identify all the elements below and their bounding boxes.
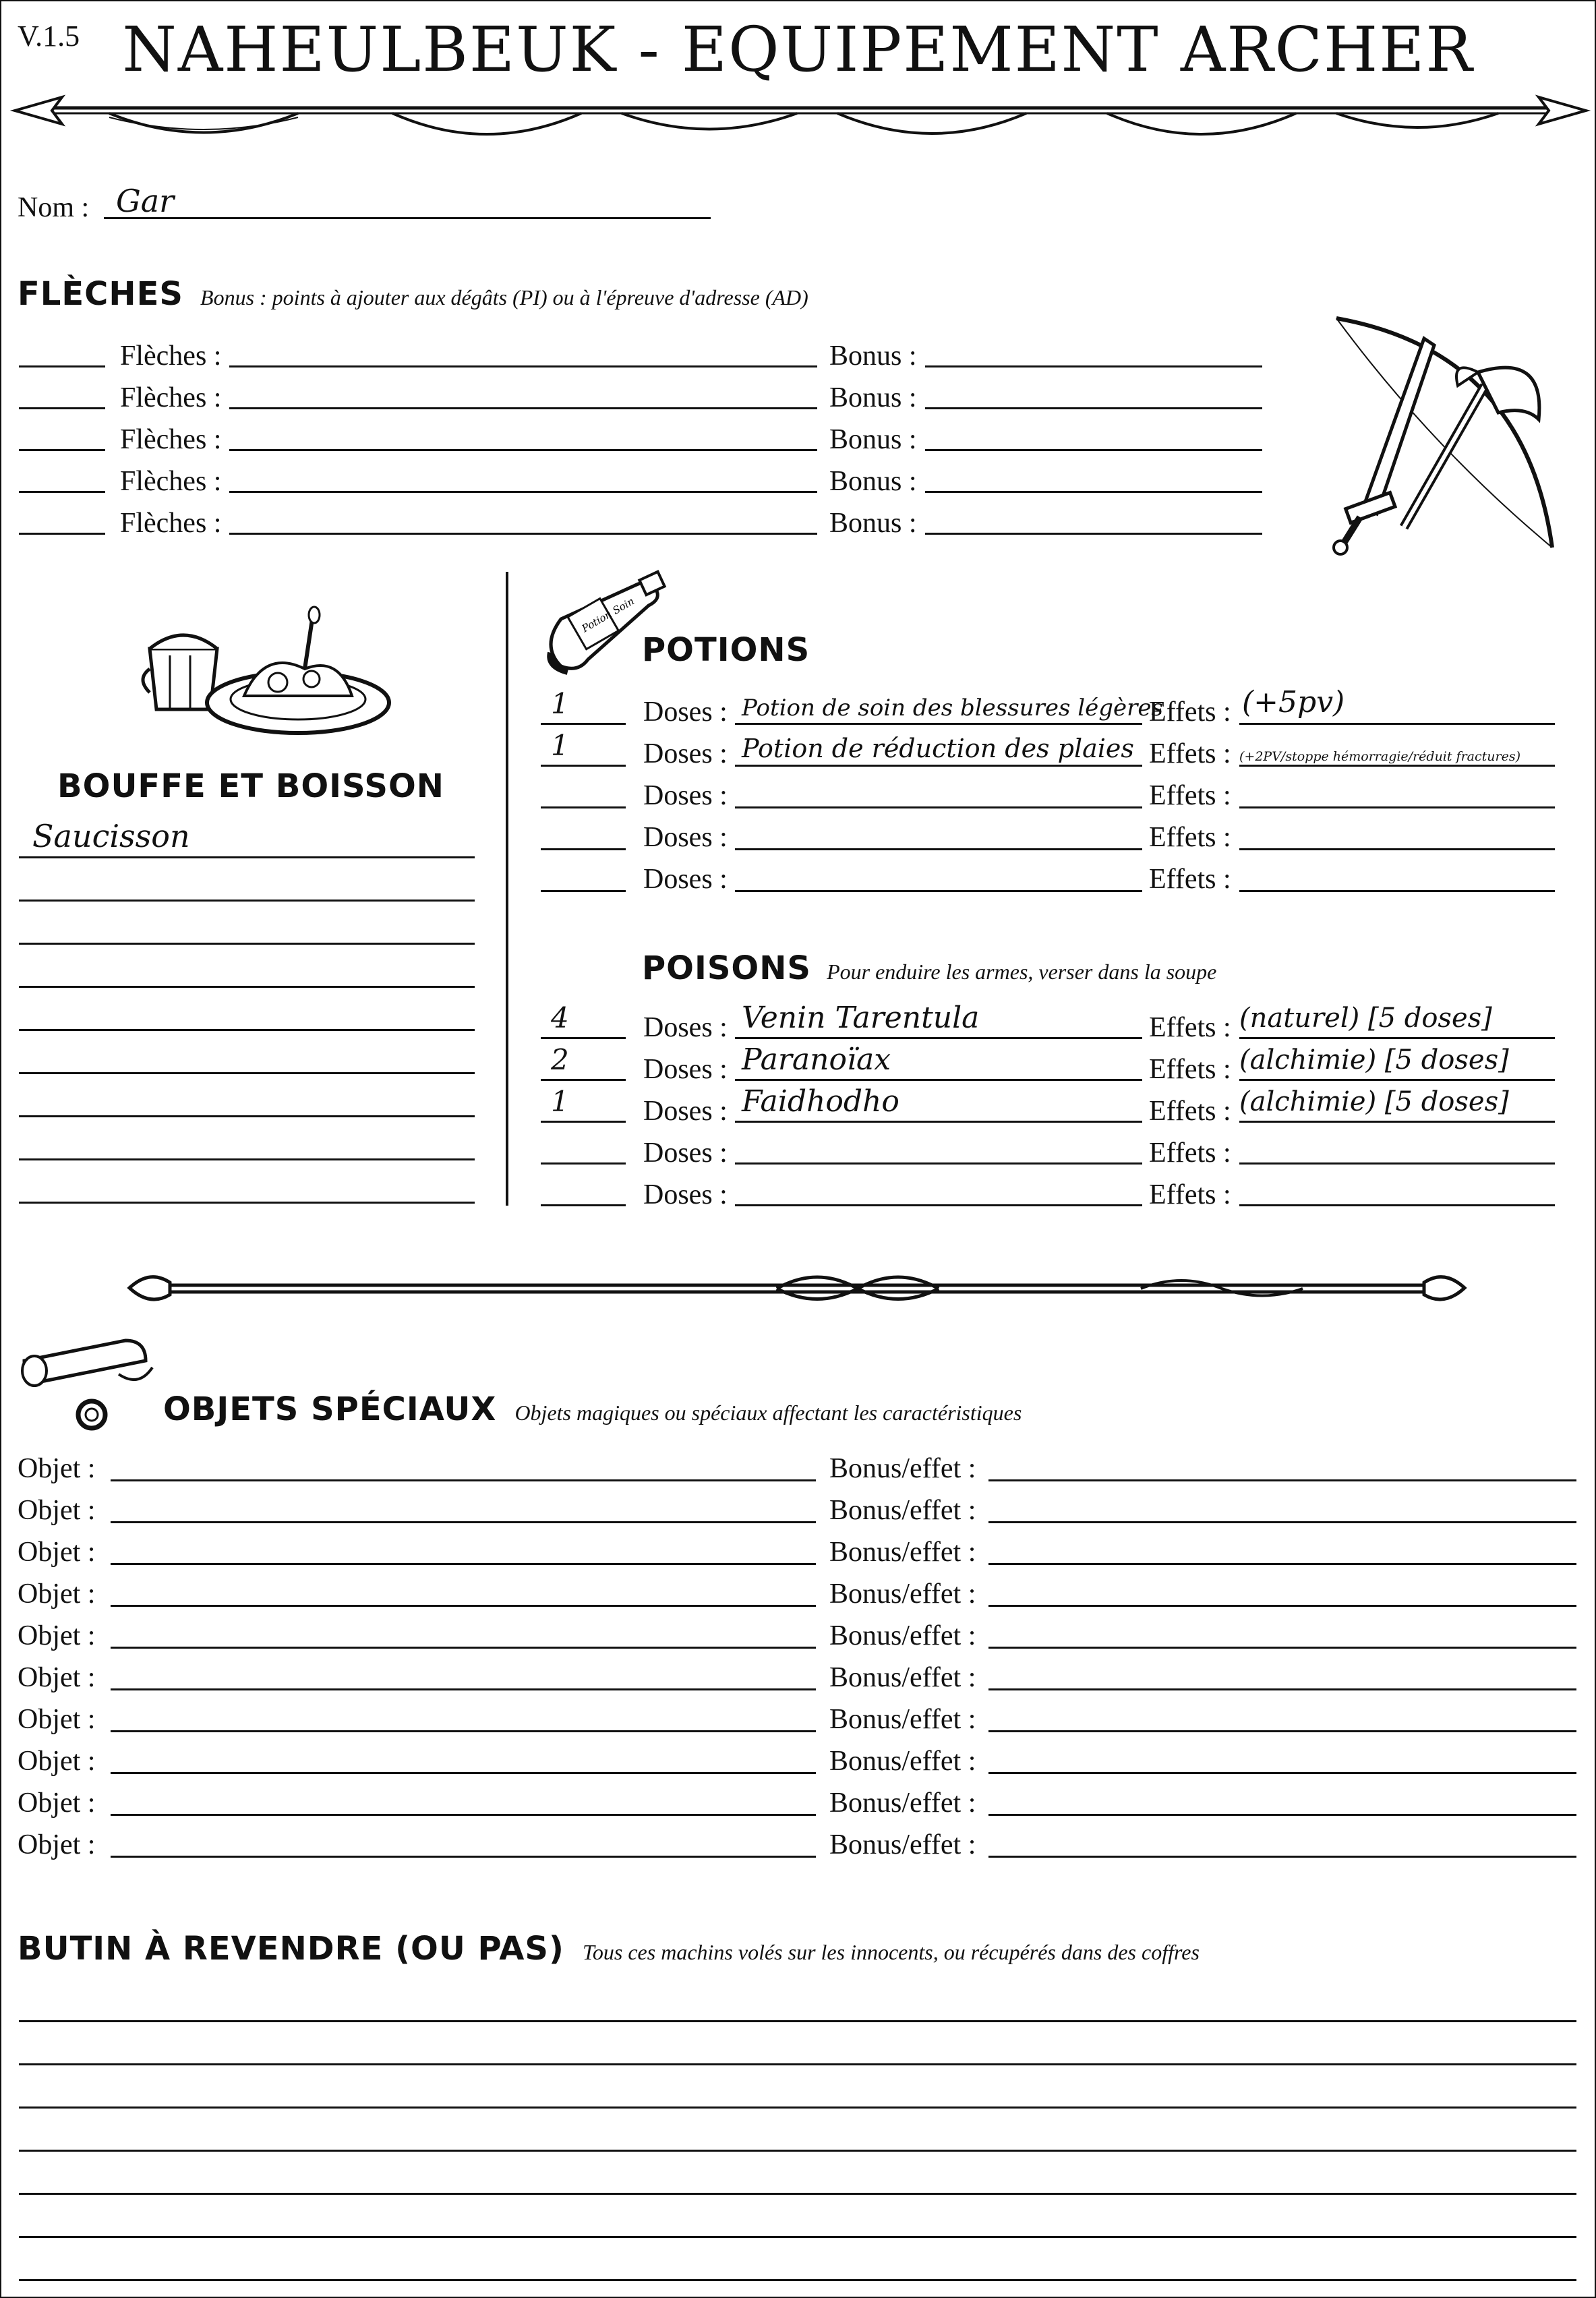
arrow-banner-icon xyxy=(15,88,1586,148)
objet-line[interactable] xyxy=(111,1688,816,1690)
poison-name-line xyxy=(735,1037,1142,1039)
butin-line[interactable] xyxy=(19,2236,1576,2238)
bouffe-line[interactable] xyxy=(19,1202,475,1204)
column-divider xyxy=(506,572,508,1206)
poison-doses-label: Doses : xyxy=(643,1096,728,1127)
objet-line[interactable] xyxy=(111,1563,816,1565)
staff-divider-icon xyxy=(129,1262,1465,1316)
version-label: V.1.5 xyxy=(18,20,80,53)
potion-doses-label: Doses : xyxy=(643,822,728,853)
poison-effect-line xyxy=(1239,1079,1555,1081)
potion-effets-label: Effets : xyxy=(1149,780,1231,811)
objet-line[interactable] xyxy=(111,1479,816,1481)
objet-bonus-line[interactable] xyxy=(988,1772,1576,1774)
poison-name-line[interactable] xyxy=(735,1204,1142,1206)
objet-bonus-line[interactable] xyxy=(988,1605,1576,1607)
butin-line[interactable] xyxy=(19,2279,1576,2281)
potion-doses-label: Doses : xyxy=(643,864,728,895)
poison-effets-label: Effets : xyxy=(1149,1138,1231,1169)
objet-line[interactable] xyxy=(111,1521,816,1523)
potion-effets-label: Effets : xyxy=(1149,864,1231,895)
poisons-header xyxy=(642,949,1216,987)
potion-name-line[interactable] xyxy=(735,890,1142,892)
objet-label: Objet : xyxy=(18,1662,96,1693)
objet-line[interactable] xyxy=(111,1647,816,1649)
poison-doses-label: Doses : xyxy=(643,1054,728,1085)
scroll-ring-icon xyxy=(18,1334,159,1435)
poison-qty-line xyxy=(541,1037,626,1039)
fleches-label: Flèches : xyxy=(120,466,222,497)
objet-bonus-line[interactable] xyxy=(988,1688,1576,1690)
poison-doses-label: Doses : xyxy=(643,1012,728,1043)
potion-effect-line[interactable] xyxy=(1239,890,1555,892)
potion-name[interactable]: Potion de soin des blessures légères xyxy=(742,695,1163,721)
objet-bonus-label: Bonus/effet : xyxy=(829,1579,976,1610)
poison-effets-label: Effets : xyxy=(1149,1179,1231,1210)
fleches-qty-line[interactable] xyxy=(19,365,105,367)
objet-label: Objet : xyxy=(18,1453,96,1484)
potion-qty-line xyxy=(541,765,626,767)
potion-doses-label: Doses : xyxy=(643,738,728,769)
poison-qty-line xyxy=(541,1079,626,1081)
bouffe-title: BOUFFE ET BOISSON xyxy=(57,767,444,805)
potion-doses-label: Doses : xyxy=(643,780,728,811)
potion-effect[interactable]: (+5pv) xyxy=(1242,685,1345,719)
fleches-note: Bonus : points à ajouter aux dégâts (PI) ou à l'épreuve d'adresse (AD) xyxy=(200,285,808,310)
poison-name[interactable]: Paranoïax xyxy=(742,1042,891,1077)
bouffe-line[interactable] xyxy=(19,986,475,988)
bouffe-line[interactable] xyxy=(19,1115,475,1117)
fleches-bonus-line[interactable] xyxy=(925,491,1262,493)
potion-effets-label: Effets : xyxy=(1149,822,1231,853)
poison-effect-line[interactable] xyxy=(1239,1162,1555,1165)
poisons-title: POISONS xyxy=(642,949,811,987)
food-platter-icon xyxy=(136,608,392,736)
butin-line[interactable] xyxy=(19,2106,1576,2109)
objet-label: Objet : xyxy=(18,1579,96,1610)
fleches-bonus-label: Bonus : xyxy=(829,382,917,413)
fleches-name-line[interactable] xyxy=(229,407,817,409)
fleches-bonus-line[interactable] xyxy=(925,365,1262,367)
fleches-header xyxy=(18,275,808,313)
fleches-bonus-label: Bonus : xyxy=(829,508,917,539)
objet-bonus-line[interactable] xyxy=(988,1479,1576,1481)
crossed-bow-sword-axe-icon xyxy=(1323,312,1572,554)
objet-label: Objet : xyxy=(18,1704,96,1735)
poison-qty-line[interactable] xyxy=(541,1162,626,1165)
potion-name-line[interactable] xyxy=(735,848,1142,850)
objet-bonus-label: Bonus/effet : xyxy=(829,1746,976,1777)
potion-qty[interactable]: 1 xyxy=(551,687,569,720)
potion-qty-line[interactable] xyxy=(541,848,626,850)
poison-effect[interactable]: (alchimie) [5 doses] xyxy=(1239,1044,1509,1076)
butin-line[interactable] xyxy=(19,2193,1576,2195)
objet-bonus-label: Bonus/effet : xyxy=(829,1537,976,1568)
objet-bonus-label: Bonus/effet : xyxy=(829,1453,976,1484)
objet-label: Objet : xyxy=(18,1746,96,1777)
objets-title: OBJETS SPÉCIAUX xyxy=(163,1390,497,1428)
fleches-name-line[interactable] xyxy=(229,449,817,451)
potion-name[interactable]: Potion de réduction des plaies xyxy=(742,734,1134,763)
objet-bonus-label: Bonus/effet : xyxy=(829,1662,976,1693)
potion-effets-label: Effets : xyxy=(1149,738,1231,769)
butin-line[interactable] xyxy=(19,2063,1576,2065)
objet-bonus-line[interactable] xyxy=(988,1856,1576,1858)
objet-line[interactable] xyxy=(111,1856,816,1858)
name-label: Nom : xyxy=(18,192,90,223)
objet-bonus-line[interactable] xyxy=(988,1814,1576,1816)
objet-bonus-label: Bonus/effet : xyxy=(829,1620,976,1651)
poison-effets-label: Effets : xyxy=(1149,1054,1231,1085)
poison-name[interactable]: Faidhodho xyxy=(742,1084,899,1119)
fleches-title: FLÈCHES xyxy=(18,275,183,313)
poison-effets-label: Effets : xyxy=(1149,1096,1231,1127)
fleches-bonus-line[interactable] xyxy=(925,449,1262,451)
objet-bonus-label: Bonus/effet : xyxy=(829,1495,976,1526)
bouffe-line[interactable] xyxy=(19,943,475,945)
butin-line[interactable] xyxy=(19,2020,1576,2022)
potion-effect-line[interactable] xyxy=(1239,848,1555,850)
poison-qty[interactable]: 1 xyxy=(551,1085,569,1118)
fleches-label: Flèches : xyxy=(120,382,222,413)
bouffe-line[interactable] xyxy=(19,900,475,902)
bouffe-line[interactable] xyxy=(19,856,475,858)
potion-effect-line xyxy=(1239,723,1555,725)
butin-title: BUTIN À REVENDRE (OU PAS) xyxy=(18,1930,564,1968)
objet-label: Objet : xyxy=(18,1788,96,1819)
butin-note: Tous ces machins volés sur les innocents, ou récupérés dans des coffres xyxy=(583,1940,1200,1964)
fleches-bonus-line[interactable] xyxy=(925,407,1262,409)
poison-name-line xyxy=(735,1121,1142,1123)
objet-line[interactable] xyxy=(111,1730,816,1732)
poison-qty[interactable]: 4 xyxy=(551,1001,569,1034)
potion-effets-label: Effets : xyxy=(1149,697,1231,728)
fleches-name-line[interactable] xyxy=(229,491,817,493)
potion-bottle-label: Potion Soin xyxy=(579,595,637,635)
butin-header xyxy=(18,1930,1200,1968)
potion-qty-line[interactable] xyxy=(541,806,626,808)
poison-qty-line[interactable] xyxy=(541,1204,626,1206)
objet-bonus-label: Bonus/effet : xyxy=(829,1788,976,1819)
potion-name-line xyxy=(735,765,1142,767)
objet-bonus-label: Bonus/effet : xyxy=(829,1829,976,1860)
objet-label: Objet : xyxy=(18,1620,96,1651)
potion-name-line xyxy=(735,723,1142,725)
objet-label: Objet : xyxy=(18,1495,96,1526)
potions-title: POTIONS xyxy=(642,631,810,669)
poisons-note: Pour enduire les armes, verser dans la soupe xyxy=(827,960,1217,984)
bouffe-line[interactable] xyxy=(19,1158,475,1160)
objet-line[interactable] xyxy=(111,1814,816,1816)
objet-bonus-line[interactable] xyxy=(988,1730,1576,1732)
potion-name-line[interactable] xyxy=(735,806,1142,808)
poison-effect-line[interactable] xyxy=(1239,1204,1555,1206)
poison-name-line[interactable] xyxy=(735,1162,1142,1165)
bouffe-item[interactable]: Saucisson xyxy=(32,818,190,854)
objet-bonus-line[interactable] xyxy=(988,1563,1576,1565)
fleches-label: Flèches : xyxy=(120,341,222,372)
fleches-name-line[interactable] xyxy=(229,533,817,535)
fleches-bonus-line[interactable] xyxy=(925,533,1262,535)
poison-name-line xyxy=(735,1079,1142,1081)
objets-header xyxy=(163,1390,1022,1428)
poison-effect-line xyxy=(1239,1037,1555,1039)
objets-note: Objets magiques ou spéciaux affectant les caractéristiques xyxy=(514,1401,1022,1425)
fleches-qty-line[interactable] xyxy=(19,449,105,451)
poison-qty-line xyxy=(541,1121,626,1123)
fleches-bonus-label: Bonus : xyxy=(829,341,917,372)
fleches-bonus-label: Bonus : xyxy=(829,466,917,497)
potion-doses-label: Doses : xyxy=(643,697,728,728)
fleches-qty-line[interactable] xyxy=(19,407,105,409)
potion-effect[interactable]: (+2PV/stoppe hémorragie/réduit fractures) xyxy=(1239,749,1520,764)
name-value[interactable]: Gar xyxy=(116,183,175,219)
potion-qty-line xyxy=(541,723,626,725)
objet-bonus-label: Bonus/effet : xyxy=(829,1704,976,1735)
poison-effets-label: Effets : xyxy=(1149,1012,1231,1043)
potion-effect-line xyxy=(1239,765,1555,767)
name-underline xyxy=(104,217,711,219)
fleches-label: Flèches : xyxy=(120,424,222,455)
potion-qty[interactable]: 1 xyxy=(551,729,569,762)
objet-line[interactable] xyxy=(111,1605,816,1607)
potion-qty-line[interactable] xyxy=(541,890,626,892)
poison-effect-line xyxy=(1239,1121,1555,1123)
butin-line[interactable] xyxy=(19,2150,1576,2152)
poison-doses-label: Doses : xyxy=(643,1179,728,1210)
objet-label: Objet : xyxy=(18,1829,96,1860)
fleches-qty-line[interactable] xyxy=(19,491,105,493)
objet-bonus-line[interactable] xyxy=(988,1647,1576,1649)
poison-qty[interactable]: 2 xyxy=(551,1043,569,1076)
poison-name[interactable]: Venin Tarentula xyxy=(742,1001,980,1035)
objet-line[interactable] xyxy=(111,1772,816,1774)
fleches-name-line[interactable] xyxy=(229,365,817,367)
potion-effect-line[interactable] xyxy=(1239,806,1555,808)
bouffe-line[interactable] xyxy=(19,1072,475,1074)
bouffe-line[interactable] xyxy=(19,1029,475,1031)
fleches-qty-line[interactable] xyxy=(19,533,105,535)
objet-bonus-line[interactable] xyxy=(988,1521,1576,1523)
poison-effect[interactable]: (naturel) [5 doses] xyxy=(1239,1003,1492,1034)
objet-label: Objet : xyxy=(18,1537,96,1568)
poison-doses-label: Doses : xyxy=(643,1138,728,1169)
fleches-bonus-label: Bonus : xyxy=(829,424,917,455)
poison-effect[interactable]: (alchimie) [5 doses] xyxy=(1239,1086,1509,1117)
page-title: NAHEULBEUK - EQUIPEMENT ARCHER xyxy=(122,13,1474,86)
fleches-label: Flèches : xyxy=(120,508,222,539)
